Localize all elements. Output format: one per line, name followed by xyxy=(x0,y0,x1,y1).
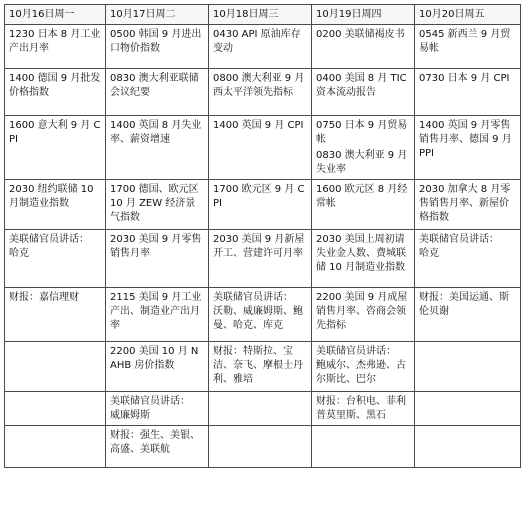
event-cell xyxy=(209,69,312,116)
event-cell xyxy=(415,342,521,392)
event-cell xyxy=(209,426,312,468)
table-row xyxy=(5,25,521,69)
event-text: 哈克 xyxy=(419,248,439,259)
event-text: 哈克 xyxy=(9,248,29,259)
event-text: 0430 API 原油库存变动 xyxy=(213,29,301,54)
event-cell xyxy=(312,392,415,426)
event-text: 1400 英国 8 月失业率、薪资增速 xyxy=(110,120,202,145)
event-cell xyxy=(5,180,106,230)
day-header: 10月19日周四 xyxy=(312,5,415,25)
event-cell xyxy=(209,392,312,426)
event-cell xyxy=(106,288,209,342)
event-text: 0800 澳大利亚 9 月西太平洋领先指标 xyxy=(213,73,305,98)
day-header: 10月18日周三 xyxy=(209,5,312,25)
table-row xyxy=(5,69,521,116)
event-text: 0750 日本 9 月贸易帐 xyxy=(316,120,408,145)
event-cell xyxy=(312,25,415,69)
event-text: 财报：台积电、菲利普莫里斯、黑石 xyxy=(316,396,406,421)
event-cell xyxy=(312,426,415,468)
event-text: 2200 美国 9 月成屋销售月率、咨商会领先指标 xyxy=(316,292,408,331)
day-header: 10月20日周五 xyxy=(415,5,521,25)
table-row xyxy=(5,426,521,468)
event-cell xyxy=(415,69,521,116)
event-text: 财报：强生、美银、高盛、美联航 xyxy=(110,430,200,455)
event-text: 2200 美国 10 月 NAHB 房价指数 xyxy=(110,346,199,371)
table-row xyxy=(5,392,521,426)
event-text: 美联储官员讲话： xyxy=(110,396,190,407)
event-text: 2115 美国 9 月工业产出、制造业产出月率 xyxy=(110,292,202,331)
economic-calendar-table xyxy=(4,4,521,468)
event-text: 2030 加拿大 8 月零售销售月率、新屋价格指数 xyxy=(419,184,511,223)
table-row xyxy=(5,342,521,392)
event-text: 美联储官员讲话： xyxy=(316,346,396,357)
event-cell xyxy=(106,25,209,69)
event-cell xyxy=(415,392,521,426)
event-cell xyxy=(209,342,312,392)
event-cell xyxy=(312,342,415,392)
event-cell xyxy=(5,230,106,288)
event-text: 1400 英国 9 月零售销售月率、德国 9 月 PPI xyxy=(419,120,512,159)
event-cell xyxy=(415,180,521,230)
event-text: 1700 欧元区 9 月 CPI xyxy=(213,184,305,209)
day-header: 10月16日周一 xyxy=(5,5,106,25)
event-cell xyxy=(415,25,521,69)
event-cell xyxy=(5,392,106,426)
calendar-body xyxy=(5,25,521,468)
event-cell xyxy=(5,288,106,342)
event-cell xyxy=(209,180,312,230)
event-text: 2030 美国上周初请失业金人数、费城联储 10 月制造业指数 xyxy=(316,234,406,273)
event-cell xyxy=(312,288,415,342)
day-header: 10月17日周二 xyxy=(106,5,209,25)
event-text: 0730 日本 9 月 CPI xyxy=(419,73,510,84)
event-text: 0500 韩国 9 月进出口物价指数 xyxy=(110,29,202,54)
event-text: 2030 纽约联储 10 月制造业指数 xyxy=(9,184,94,209)
event-text: 0200 美联储褐皮书 xyxy=(316,29,405,40)
table-row xyxy=(5,230,521,288)
event-text: 0400 美国 8 月 TIC 资本流动报告 xyxy=(316,73,407,98)
event-cell xyxy=(415,426,521,468)
event-cell xyxy=(106,116,209,180)
event-cell xyxy=(106,230,209,288)
event-cell xyxy=(415,288,521,342)
event-text: 财报：美国运通、斯伦贝谢 xyxy=(419,292,509,317)
event-text: 0545 新西兰 9 月贸易帐 xyxy=(419,29,511,54)
event-cell xyxy=(209,116,312,180)
table-row xyxy=(5,288,521,342)
event-text: 美联储官员讲话： xyxy=(213,292,293,303)
event-text: 鲍威尔、杰弗逊、古尔斯比、巴尔 xyxy=(316,360,406,385)
event-cell xyxy=(106,426,209,468)
event-text: 威廉姆斯 xyxy=(110,410,150,421)
event-cell xyxy=(106,342,209,392)
event-text: 沃勒、威廉姆斯、鲍曼、哈克、库克 xyxy=(213,306,303,331)
event-text: 0830 澳大利亚 9 月失业率 xyxy=(316,150,408,175)
event-text: 0830 澳大利亚联储会议纪要 xyxy=(110,73,199,98)
event-cell xyxy=(312,230,415,288)
event-cell xyxy=(312,116,415,180)
event-cell xyxy=(209,25,312,69)
event-cell xyxy=(209,230,312,288)
event-cell xyxy=(5,116,106,180)
event-text: 1230 日本 8 月工业产出月率 xyxy=(9,29,101,54)
table-row xyxy=(5,180,521,230)
event-cell xyxy=(415,116,521,180)
event-cell xyxy=(5,342,106,392)
event-text: 美联储官员讲话： xyxy=(9,234,89,245)
event-text: 1600 意大利 9 月 CPI xyxy=(9,120,101,145)
event-text: 2030 美国 9 月零售销售月率 xyxy=(110,234,202,259)
event-cell xyxy=(106,180,209,230)
table-row xyxy=(5,116,521,180)
event-cell xyxy=(209,288,312,342)
event-text: 1400 英国 9 月 CPI xyxy=(213,120,304,131)
event-text: 1600 欧元区 8 月经常帐 xyxy=(316,184,408,209)
event-text: 财报：嘉信理财 xyxy=(9,292,79,303)
event-cell xyxy=(5,426,106,468)
event-cell xyxy=(312,180,415,230)
event-text: 财报：特斯拉、宝洁、奈飞、摩根士丹利、雅培 xyxy=(213,346,303,385)
event-cell xyxy=(5,25,106,69)
event-cell xyxy=(312,69,415,116)
event-cell xyxy=(106,392,209,426)
event-text: 美联储官员讲话： xyxy=(419,234,499,245)
event-cell xyxy=(106,69,209,116)
event-cell xyxy=(5,69,106,116)
event-cell xyxy=(415,230,521,288)
event-text: 1400 德国 9 月批发价格指数 xyxy=(9,73,101,98)
event-text: 2030 美国 9 月新屋开工、营建许可月率 xyxy=(213,234,305,259)
event-text: 1700 德国、欧元区 10 月 ZEW 经济景气指数 xyxy=(110,184,199,223)
header-row xyxy=(5,5,521,25)
